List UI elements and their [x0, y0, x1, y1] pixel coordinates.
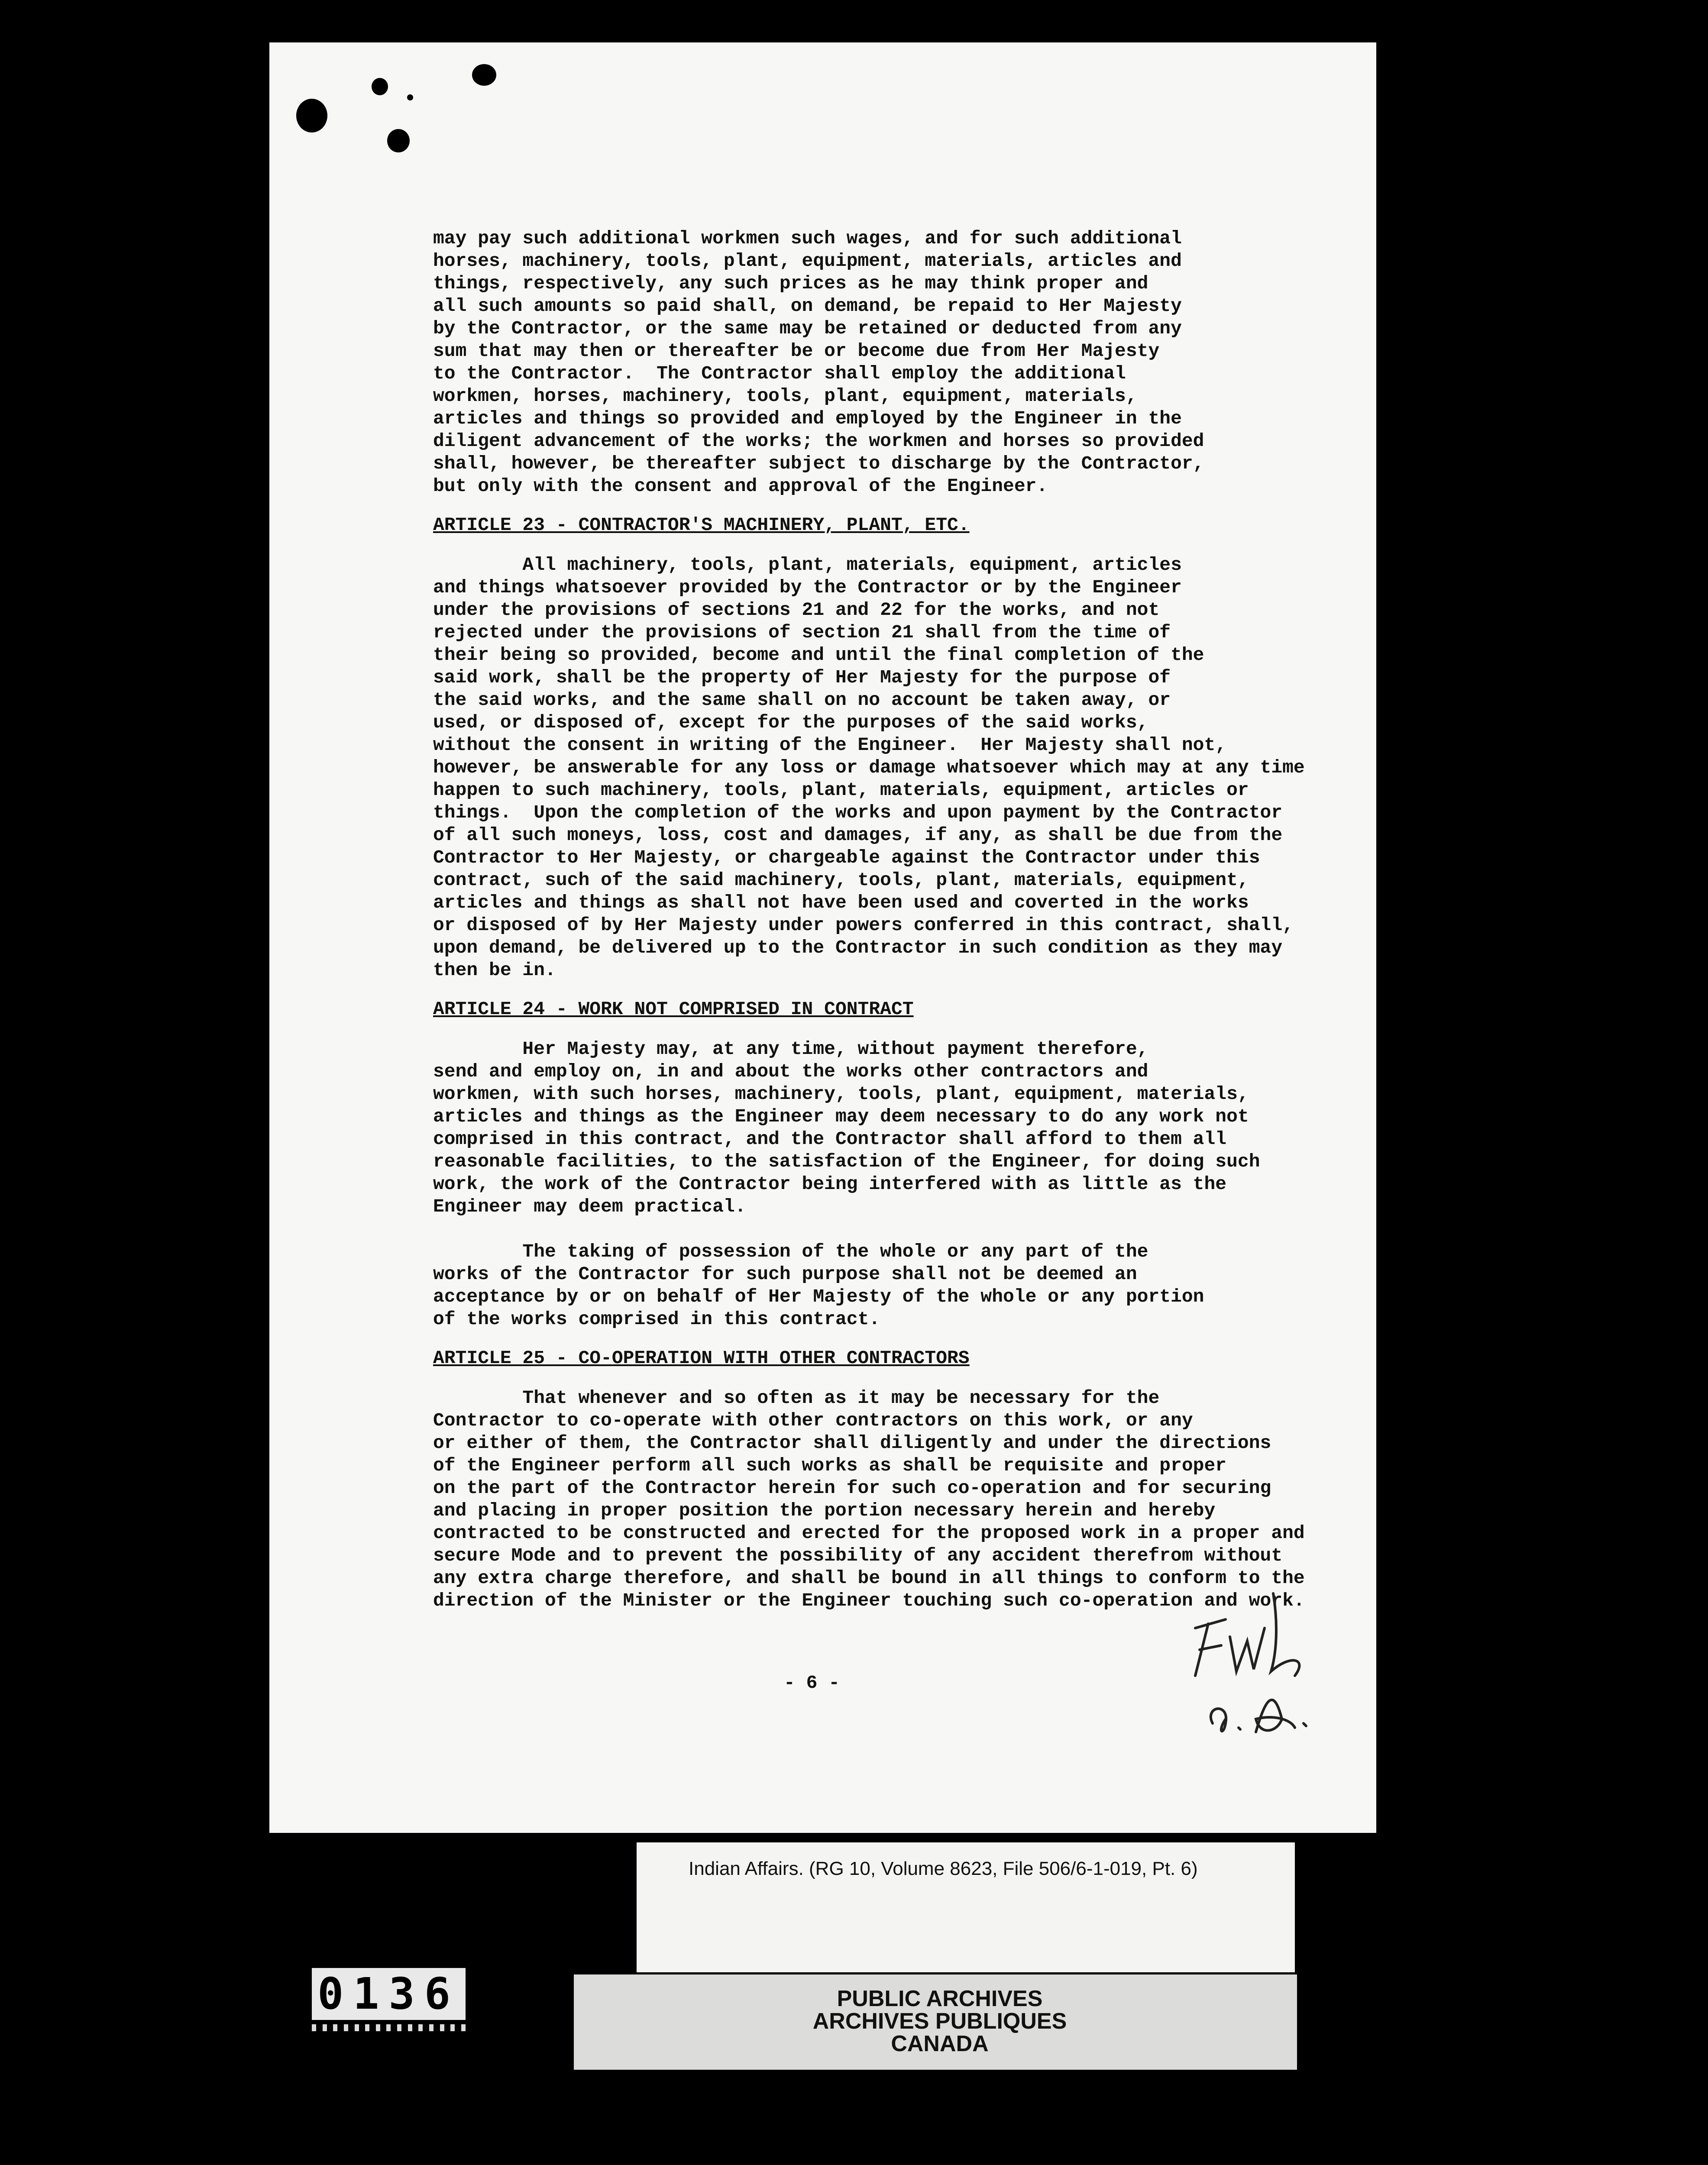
text-line: workmen, horses, machinery, tools, plant, equipment, materials, — [433, 385, 1137, 407]
archive-stamp — [574, 1974, 1297, 2070]
text-line: all such amounts so paid shall, on demand, be repaid to Her Majesty — [433, 295, 1182, 317]
text-line: The taking of possession of the whole or any part of the — [433, 1241, 1148, 1262]
text-line: Contractor to co-operate with other contractors on this work, or any — [433, 1410, 1193, 1431]
text-line: diligent advancement of the works; the workmen and horses so provided — [433, 430, 1204, 452]
article-25-body — [433, 1387, 1305, 1612]
archive-stamp-text — [704, 1987, 1176, 2057]
text-line: any extra charge therefore, and shall be bound in all things to conform to the — [433, 1567, 1305, 1589]
text-line: without the consent in writing of the Engineer. Her Majesty shall not, — [433, 734, 1227, 756]
page-speck — [387, 129, 410, 152]
text-line: but only with the consent and approval of the Engineer. — [433, 475, 1048, 497]
text-line: their being so provided, become and until the final completion of the — [433, 644, 1204, 666]
handwritten-initials — [1178, 1576, 1351, 1758]
text-line: to the Contractor. The Contractor shall employ the additional — [433, 363, 1126, 384]
text-line: send and employ on, in and about the works other contractors and — [433, 1061, 1148, 1082]
text-line: articles and things as shall not have been used and coverted in the works — [433, 892, 1249, 913]
text-line: then be in. — [433, 960, 556, 981]
text-line: the said works, and the same shall on no account be taken away, or — [433, 689, 1171, 711]
text-line: of the works comprised in this contract. — [433, 1309, 880, 1330]
text-line: under the provisions of sections 21 and 22 for the works, and not — [433, 599, 1160, 620]
text-line: direction of the Minister or the Engineer touching such co-operation and work. — [433, 1590, 1305, 1611]
text-line: by the Contractor, or the same may be retained or deducted from any — [433, 318, 1182, 339]
text-line: or either of them, the Contractor shall diligently and under the directions — [433, 1432, 1271, 1454]
article-23-body — [433, 554, 1305, 982]
text-line: however, be answerable for any loss or damage whatsoever which may at any time — [433, 757, 1305, 778]
document-body — [433, 227, 1305, 1612]
paragraph-continuation — [433, 227, 1299, 498]
page-speck — [372, 78, 388, 95]
text-line: things, respectively, any such prices as he may think proper and — [433, 273, 1148, 294]
text-line: That whenever and so often as it may be necessary for the — [433, 1387, 1160, 1409]
text-line: All machinery, tools, plant, materials, equipment, articles — [433, 554, 1182, 575]
article-24-heading: ARTICLE 24 - WORK NOT COMPRISED IN CONTRACT — [433, 998, 914, 1020]
text-line: of the Engineer perform all such works as shall be requisite and proper — [433, 1455, 1227, 1476]
text-line: secure Mode and to prevent the possibility of any accident therefrom without — [433, 1545, 1283, 1566]
text-line: workmen, with such horses, machinery, tools, plant, equipment, materials, — [433, 1083, 1249, 1105]
text-line: contracted to be constructed and erected for the proposed work in a proper and — [433, 1522, 1305, 1544]
archive-citation-label — [637, 1842, 1295, 1972]
archive-citation-text: Indian Affairs. (RG 10, Volume 8623, File 506/6-1-019, Pt. 6) — [689, 1858, 1198, 1879]
text-line: may pay such additional workmen such wages, and for such additional — [433, 228, 1182, 249]
text-line: articles and things so provided and employed by the Engineer in the — [433, 408, 1182, 429]
stamp-line-2: ARCHIVES PUBLIQUES — [812, 2009, 1067, 2034]
text-line: of all such moneys, loss, cost and damages, if any, as shall be due from the — [433, 824, 1283, 846]
text-line: shall, however, be thereafter subject to discharge by the Contractor, — [433, 453, 1204, 474]
text-line: rejected under the provisions of section 21 shall from the time of — [433, 622, 1171, 643]
text-line: said work, shall be the property of Her Majesty for the purpose of — [433, 667, 1171, 688]
text-line: Contractor to Her Majesty, or chargeable against the Contractor under this — [433, 847, 1260, 868]
text-line: and things whatsoever provided by the Contractor or by the Engineer — [433, 577, 1182, 598]
text-line: used, or disposed of, except for the purposes of the said works, — [433, 712, 1148, 733]
article-24-body-2 — [433, 1241, 1299, 1331]
text-line: upon demand, be delivered up to the Contractor in such condition as they may — [433, 937, 1283, 958]
article-23-heading: ARTICLE 23 - CONTRACTOR'S MACHINERY, PLANT, ETC. — [433, 514, 970, 536]
text-line: works of the Contractor for such purpose shall not be deemed an — [433, 1263, 1137, 1285]
frame-number: 0136 — [312, 1968, 466, 2020]
text-line: sum that may then or thereafter be or become due from Her Majesty — [433, 340, 1160, 362]
article-24-body — [433, 1038, 1299, 1218]
page-speck — [296, 99, 327, 132]
page-number: - 6 - — [784, 1672, 840, 1693]
text-line: happen to such machinery, tools, plant, materials, equipment, articles or — [433, 779, 1249, 801]
text-line: Engineer may deem practical. — [433, 1196, 746, 1217]
text-line: Her Majesty may, at any time, without payment therefore, — [433, 1038, 1148, 1060]
text-line: work, the work of the Contractor being interfered with as little as the — [433, 1173, 1227, 1195]
article-25-heading: ARTICLE 25 - CO-OPERATION WITH OTHER CONTRACTORS — [433, 1347, 970, 1369]
page-speck — [472, 64, 496, 86]
text-line: on the part of the Contractor herein for such co-operation and for securing — [433, 1477, 1271, 1499]
text-line: comprised in this contract, and the Contractor shall afford to them all — [433, 1128, 1227, 1150]
text-line: contract, such of the said machinery, tools, plant, materials, equipment, — [433, 869, 1249, 891]
text-line: acceptance by or on behalf of Her Majesty of the whole or any portion — [433, 1286, 1204, 1307]
text-line: reasonable facilities, to the satisfaction of the Engineer, for doing such — [433, 1151, 1260, 1172]
text-line: and placing in proper position the portion necessary herein and hereby — [433, 1500, 1216, 1521]
frame-ticks — [312, 2024, 466, 2031]
text-line: things. Upon the completion of the works and upon payment by the Contractor — [433, 802, 1283, 823]
page-speck — [407, 94, 413, 100]
text-line: or disposed of by Her Majesty under powers conferred in this contract, shall, — [433, 914, 1294, 936]
stamp-line-3: CANADA — [891, 2031, 989, 2056]
text-line: horses, machinery, tools, plant, equipment, materials, articles and — [433, 250, 1182, 271]
stamp-line-1: PUBLIC ARCHIVES — [837, 1986, 1043, 2011]
text-line: articles and things as the Engineer may deem necessary to do any work not — [433, 1106, 1249, 1127]
